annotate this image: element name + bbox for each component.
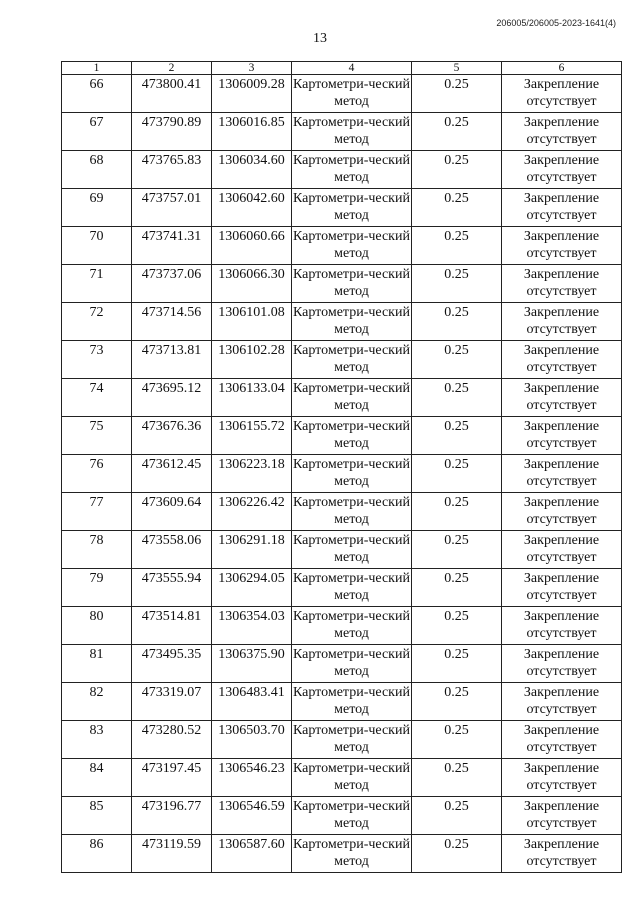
coord-y-cell: 1306291.18: [212, 531, 292, 569]
coord-x-cell: 473676.36: [132, 417, 212, 455]
coord-x-cell: 473119.59: [132, 835, 212, 873]
method-cell: Картометри-ческий метод: [292, 151, 412, 189]
table-row: [62, 493, 622, 531]
point-number-cell: 71: [62, 265, 132, 303]
accuracy-cell: 0.25: [412, 759, 502, 797]
fixation-cell: Закрепление отсутствует: [502, 75, 622, 113]
point-number-cell: 69: [62, 189, 132, 227]
fixation-cell: Закрепление отсутствует: [502, 113, 622, 151]
accuracy-cell: 0.25: [412, 493, 502, 531]
coord-x-cell: 473757.01: [132, 189, 212, 227]
accuracy-cell: 0.25: [412, 189, 502, 227]
fixation-cell: Закрепление отсутствует: [502, 151, 622, 189]
coord-x-cell: 473514.81: [132, 607, 212, 645]
table-row: [62, 75, 622, 113]
table-row: [62, 531, 622, 569]
coord-x-cell: 473196.77: [132, 797, 212, 835]
accuracy-cell: 0.25: [412, 75, 502, 113]
fixation-cell: Закрепление отсутствует: [502, 189, 622, 227]
accuracy-cell: 0.25: [412, 835, 502, 873]
method-cell: Картометри-ческий метод: [292, 379, 412, 417]
table-row: [62, 797, 622, 835]
method-cell: Картометри-ческий метод: [292, 455, 412, 493]
accuracy-cell: 0.25: [412, 265, 502, 303]
fixation-cell: Закрепление отсутствует: [502, 835, 622, 873]
coord-x-cell: 473790.89: [132, 113, 212, 151]
accuracy-cell: 0.25: [412, 607, 502, 645]
method-cell: Картометри-ческий метод: [292, 303, 412, 341]
coord-y-cell: 1306009.28: [212, 75, 292, 113]
coord-y-cell: 1306060.66: [212, 227, 292, 265]
point-number-cell: 83: [62, 721, 132, 759]
point-number-cell: 84: [62, 759, 132, 797]
coord-x-cell: 473319.07: [132, 683, 212, 721]
point-number-cell: 68: [62, 151, 132, 189]
page-number: 13: [313, 31, 327, 46]
column-header: 4: [292, 62, 412, 75]
point-number-cell: 79: [62, 569, 132, 607]
table-row: [62, 721, 622, 759]
table-row: [62, 417, 622, 455]
coord-y-cell: 1306034.60: [212, 151, 292, 189]
fixation-cell: Закрепление отсутствует: [502, 683, 622, 721]
coord-x-cell: 473197.45: [132, 759, 212, 797]
point-number-cell: 85: [62, 797, 132, 835]
method-cell: Картометри-ческий метод: [292, 531, 412, 569]
coord-y-cell: 1306546.59: [212, 797, 292, 835]
method-cell: Картометри-ческий метод: [292, 417, 412, 455]
point-number-cell: 77: [62, 493, 132, 531]
fixation-cell: Закрепление отсутствует: [502, 417, 622, 455]
fixation-cell: Закрепление отсутствует: [502, 265, 622, 303]
accuracy-cell: 0.25: [412, 455, 502, 493]
column-header: 1: [62, 62, 132, 75]
coord-y-cell: 1306133.04: [212, 379, 292, 417]
column-header: 6: [502, 62, 622, 75]
table-row: [62, 379, 622, 417]
accuracy-cell: 0.25: [412, 303, 502, 341]
coord-x-cell: 473609.64: [132, 493, 212, 531]
fixation-cell: Закрепление отсутствует: [502, 303, 622, 341]
method-cell: Картометри-ческий метод: [292, 569, 412, 607]
method-cell: Картометри-ческий метод: [292, 75, 412, 113]
coord-x-cell: 473555.94: [132, 569, 212, 607]
table-row: [62, 759, 622, 797]
method-cell: Картометри-ческий метод: [292, 797, 412, 835]
coord-x-cell: 473737.06: [132, 265, 212, 303]
table-row: [62, 265, 622, 303]
coord-y-cell: 1306294.05: [212, 569, 292, 607]
coord-y-cell: 1306226.42: [212, 493, 292, 531]
method-cell: Картометри-ческий метод: [292, 683, 412, 721]
coord-y-cell: 1306375.90: [212, 645, 292, 683]
coord-x-cell: 473765.83: [132, 151, 212, 189]
point-number-cell: 86: [62, 835, 132, 873]
method-cell: Картометри-ческий метод: [292, 493, 412, 531]
coord-x-cell: 473612.45: [132, 455, 212, 493]
method-cell: Картометри-ческий метод: [292, 645, 412, 683]
coord-y-cell: 1306102.28: [212, 341, 292, 379]
column-header: 5: [412, 62, 502, 75]
point-number-cell: 78: [62, 531, 132, 569]
fixation-cell: Закрепление отсутствует: [502, 721, 622, 759]
accuracy-cell: 0.25: [412, 341, 502, 379]
fixation-cell: Закрепление отсутствует: [502, 645, 622, 683]
point-number-cell: 75: [62, 417, 132, 455]
document-id: 206005/206005-2023-1641(4): [496, 18, 616, 28]
fixation-cell: Закрепление отсутствует: [502, 455, 622, 493]
fixation-cell: Закрепление отсутствует: [502, 341, 622, 379]
method-cell: Картометри-ческий метод: [292, 265, 412, 303]
fixation-cell: Закрепление отсутствует: [502, 797, 622, 835]
method-cell: Картометри-ческий метод: [292, 341, 412, 379]
coord-y-cell: 1306066.30: [212, 265, 292, 303]
table-row: [62, 455, 622, 493]
accuracy-cell: 0.25: [412, 417, 502, 455]
coord-x-cell: 473495.35: [132, 645, 212, 683]
table-row: [62, 151, 622, 189]
table-row: [62, 835, 622, 873]
coord-x-cell: 473695.12: [132, 379, 212, 417]
accuracy-cell: 0.25: [412, 645, 502, 683]
method-cell: Картометри-ческий метод: [292, 189, 412, 227]
accuracy-cell: 0.25: [412, 797, 502, 835]
point-number-cell: 82: [62, 683, 132, 721]
accuracy-cell: 0.25: [412, 683, 502, 721]
fixation-cell: Закрепление отсутствует: [502, 493, 622, 531]
coord-x-cell: 473558.06: [132, 531, 212, 569]
method-cell: Картометри-ческий метод: [292, 759, 412, 797]
coord-y-cell: 1306483.41: [212, 683, 292, 721]
table-row: [62, 607, 622, 645]
table-row: [62, 341, 622, 379]
fixation-cell: Закрепление отсутствует: [502, 759, 622, 797]
coord-x-cell: 473713.81: [132, 341, 212, 379]
fixation-cell: Закрепление отсутствует: [502, 531, 622, 569]
point-number-cell: 80: [62, 607, 132, 645]
fixation-cell: Закрепление отсутствует: [502, 607, 622, 645]
method-cell: Картометри-ческий метод: [292, 835, 412, 873]
method-cell: Картометри-ческий метод: [292, 721, 412, 759]
point-number-cell: 76: [62, 455, 132, 493]
coord-y-cell: 1306223.18: [212, 455, 292, 493]
table-row: [62, 683, 622, 721]
column-header: 2: [132, 62, 212, 75]
coord-y-cell: 1306503.70: [212, 721, 292, 759]
point-number-cell: 81: [62, 645, 132, 683]
point-number-cell: 70: [62, 227, 132, 265]
method-cell: Картометри-ческий метод: [292, 607, 412, 645]
column-header: 3: [212, 62, 292, 75]
fixation-cell: Закрепление отсутствует: [502, 227, 622, 265]
coord-y-cell: 1306042.60: [212, 189, 292, 227]
coord-x-cell: 473714.56: [132, 303, 212, 341]
table-row: [62, 303, 622, 341]
point-number-cell: 74: [62, 379, 132, 417]
fixation-cell: Закрепление отсутствует: [502, 569, 622, 607]
accuracy-cell: 0.25: [412, 113, 502, 151]
accuracy-cell: 0.25: [412, 569, 502, 607]
point-number-cell: 72: [62, 303, 132, 341]
coord-y-cell: 1306016.85: [212, 113, 292, 151]
accuracy-cell: 0.25: [412, 721, 502, 759]
fixation-cell: Закрепление отсутствует: [502, 379, 622, 417]
accuracy-cell: 0.25: [412, 379, 502, 417]
point-number-cell: 67: [62, 113, 132, 151]
method-cell: Картометри-ческий метод: [292, 227, 412, 265]
coord-x-cell: 473741.31: [132, 227, 212, 265]
accuracy-cell: 0.25: [412, 227, 502, 265]
coord-y-cell: 1306101.08: [212, 303, 292, 341]
coordinates-table: [61, 61, 622, 873]
coord-y-cell: 1306587.60: [212, 835, 292, 873]
point-number-cell: 66: [62, 75, 132, 113]
coord-y-cell: 1306155.72: [212, 417, 292, 455]
coord-y-cell: 1306354.03: [212, 607, 292, 645]
table-row: [62, 645, 622, 683]
table-row: [62, 569, 622, 607]
coord-x-cell: 473800.41: [132, 75, 212, 113]
header-row: [62, 62, 622, 75]
accuracy-cell: 0.25: [412, 531, 502, 569]
table-row: [62, 113, 622, 151]
accuracy-cell: 0.25: [412, 151, 502, 189]
point-number-cell: 73: [62, 341, 132, 379]
coord-x-cell: 473280.52: [132, 721, 212, 759]
table-row: [62, 227, 622, 265]
method-cell: Картометри-ческий метод: [292, 113, 412, 151]
table-row: [62, 189, 622, 227]
coord-y-cell: 1306546.23: [212, 759, 292, 797]
